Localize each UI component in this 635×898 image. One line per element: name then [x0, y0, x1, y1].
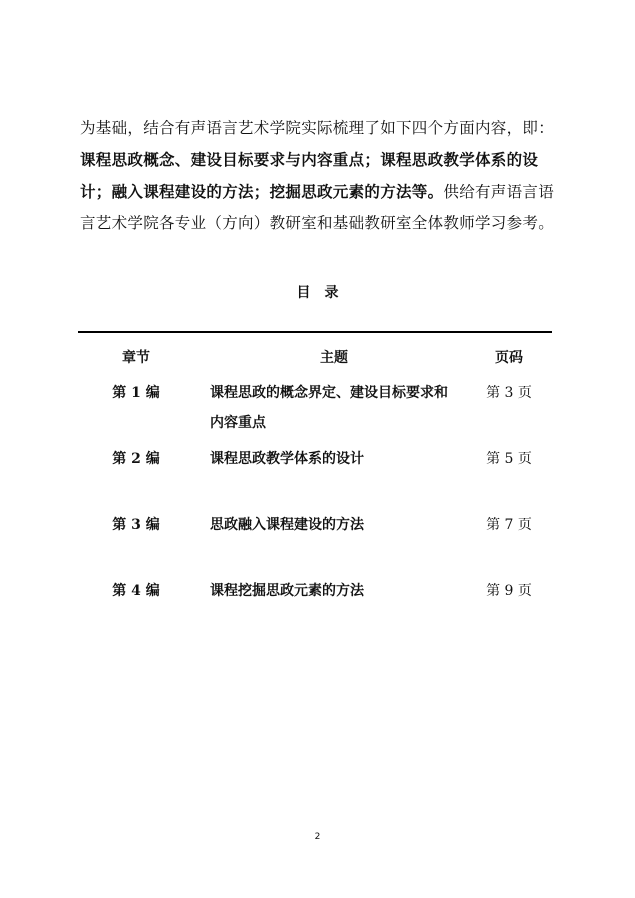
intro-text-tail: 供给有声语言语言艺术学院各专业（方向）教研室和基础教研室全体教师学习参考。 [80, 183, 555, 232]
intro-text-regular: 为基础，结合有声语言艺术学院实际梳理了如下四个方面内容，即： [80, 119, 555, 137]
toc-row-topic: 课程挖掘思政元素的方法 [210, 583, 364, 599]
toc-row-topic: 思政融入课程建设的方法 [210, 517, 364, 533]
toc-header-page: 页码 [495, 350, 523, 366]
intro-paragraph [80, 113, 560, 239]
toc-header-chapter: 章节 [122, 350, 150, 366]
toc-row-topic: 课程思政教学体系的设计 [210, 451, 364, 467]
toc-divider [78, 331, 552, 333]
toc-header-topic: 主题 [320, 350, 348, 366]
toc-row-chapter: 第 1 编 [112, 385, 160, 401]
toc-row-chapter: 第 2 编 [112, 451, 160, 467]
toc-row-topic: 课程思政的概念界定、建设目标要求和内容重点 [210, 385, 448, 431]
toc-row-page: 第 7 页 [486, 517, 532, 533]
toc-row-page: 第 9 页 [486, 583, 532, 599]
toc-row-page: 第 5 页 [486, 451, 532, 467]
toc-row-page: 第 3 页 [486, 385, 532, 401]
intro-text-bold: 课程思政概念、建设目标要求与内容重点；课程思政教学体系的设计；融入课程建设的方法；挖掘思政元素的方法等。 [80, 150, 539, 201]
page-number: 2 [314, 832, 321, 842]
toc-title: 目录 [296, 285, 353, 301]
toc-row-chapter: 第 3 编 [112, 517, 160, 533]
toc-row-chapter: 第 4 编 [112, 583, 160, 599]
